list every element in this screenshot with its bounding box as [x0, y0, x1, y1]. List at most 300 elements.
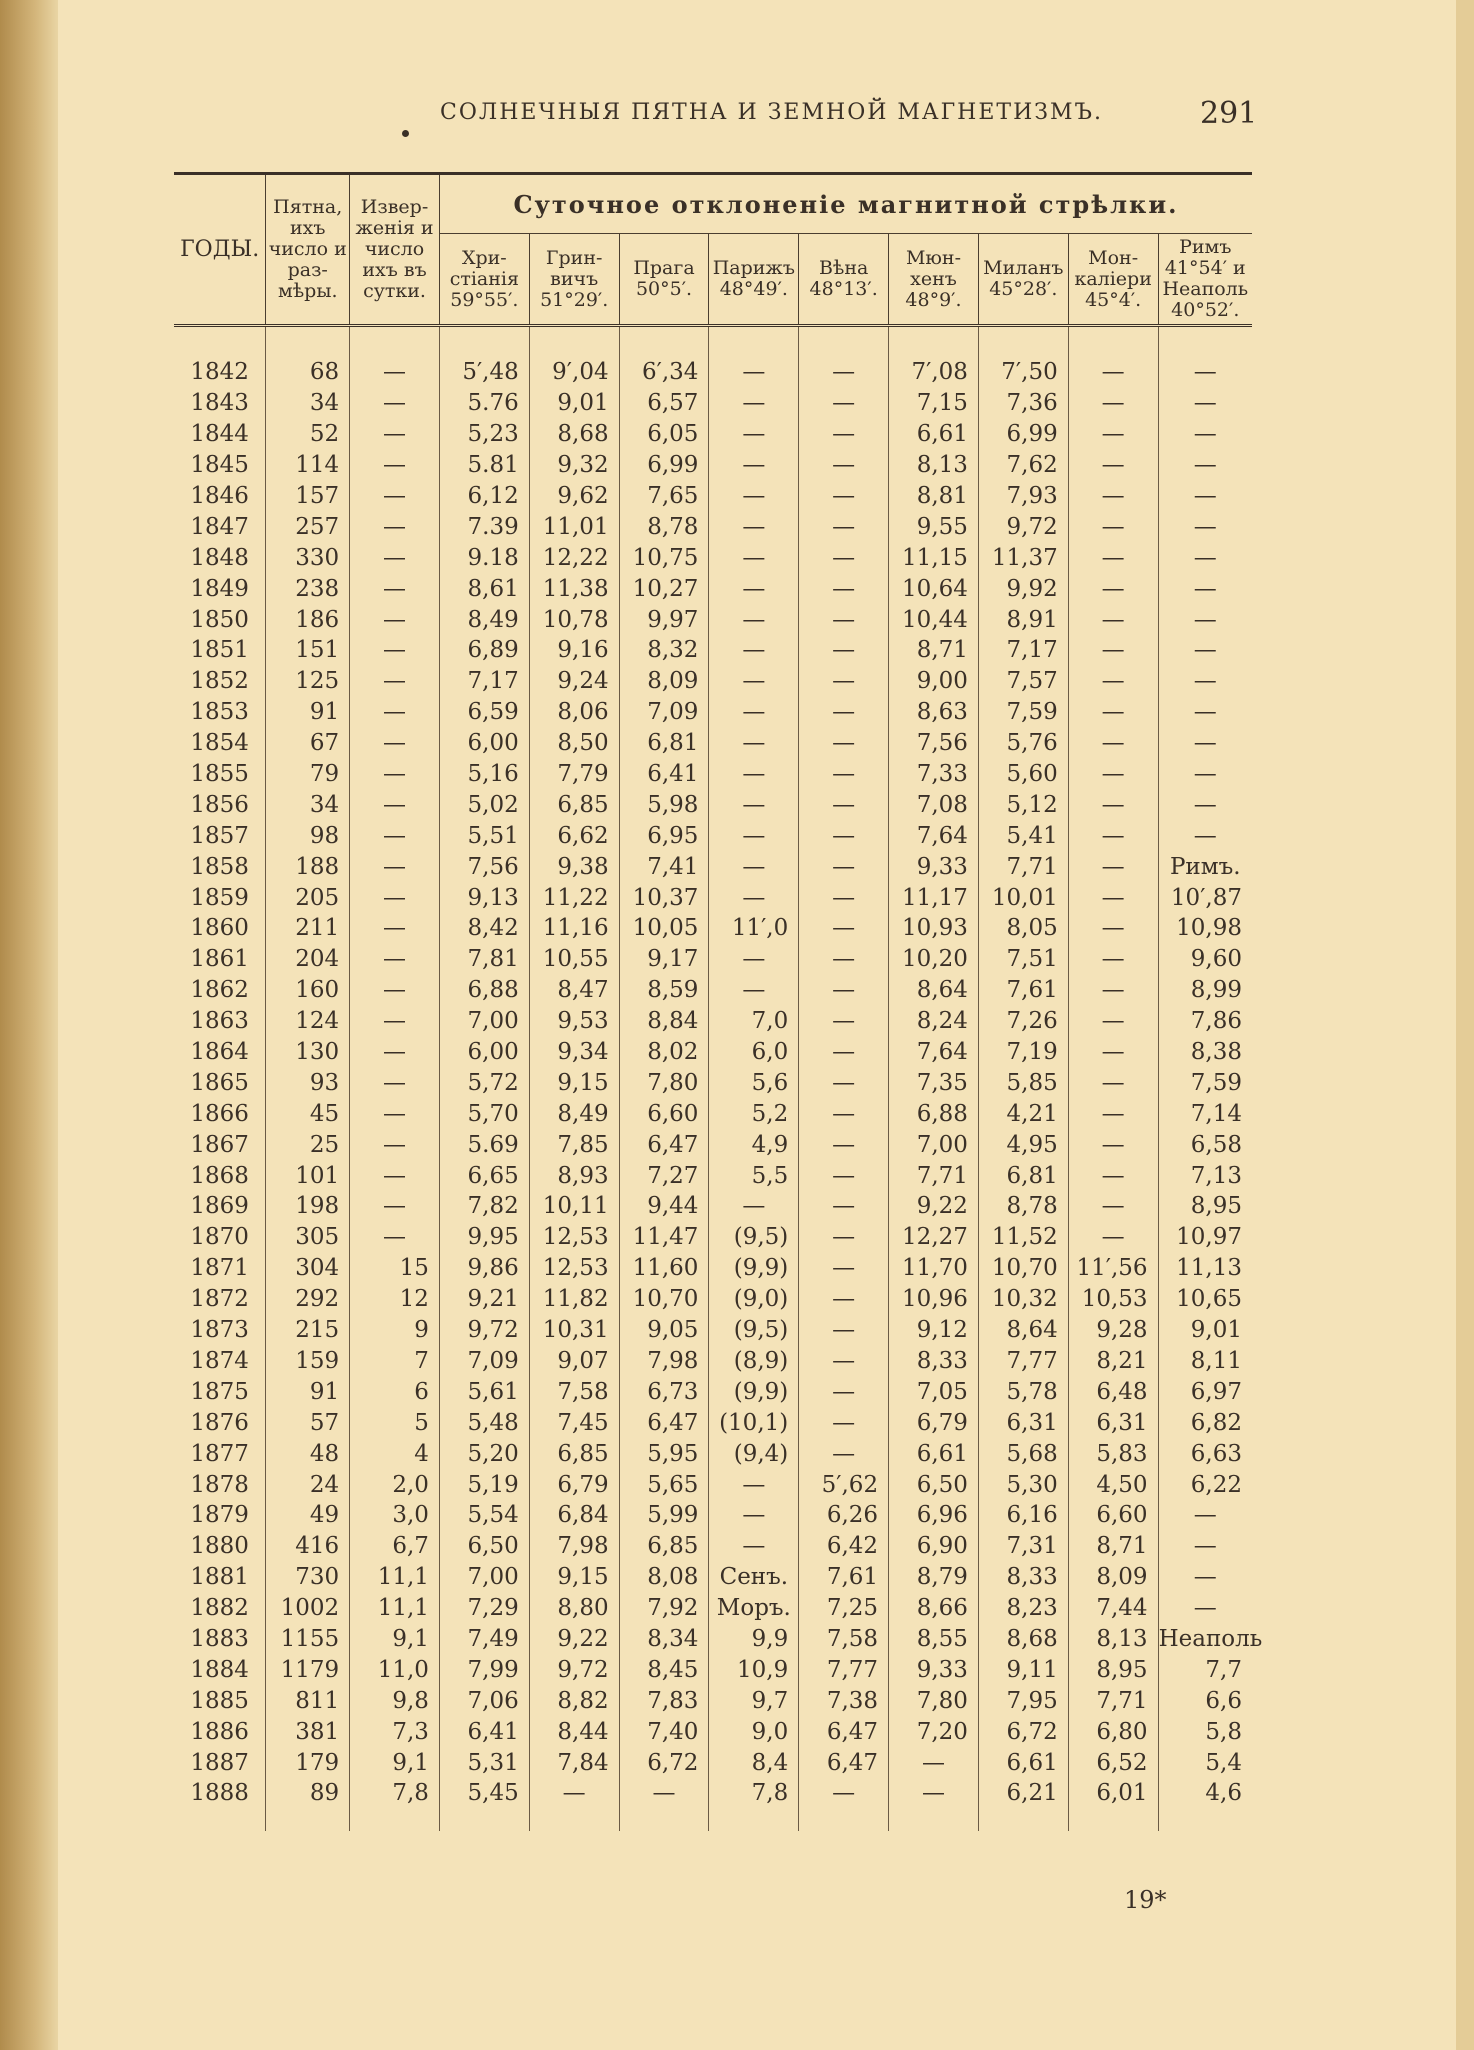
value-cell: 5,61: [439, 1376, 529, 1407]
value-cell: 7,14: [1190, 1100, 1242, 1127]
table-row: [174, 1006, 1252, 1037]
value-cell: —: [1068, 944, 1158, 975]
col-years-header: ГОДЫ.: [174, 174, 266, 326]
table-row: [174, 1098, 1252, 1129]
value-cell: —: [1193, 1595, 1217, 1622]
value-cell: —: [350, 635, 440, 666]
value-cell: —: [799, 481, 889, 512]
table-row: [174, 789, 1252, 820]
value-cell: 7,44: [1068, 1593, 1158, 1624]
value-cell: 9,72: [529, 1654, 619, 1685]
value-cell: —: [1193, 1533, 1217, 1560]
value-cell: —: [1068, 697, 1158, 728]
value-cell: —: [709, 573, 799, 604]
value-cell: —: [350, 1129, 440, 1160]
value-cell: —: [1068, 542, 1158, 573]
value-cell: —: [799, 851, 889, 882]
value-cell: —: [709, 697, 799, 728]
year-cell: 1843: [174, 388, 266, 419]
value-cell: 12,53: [529, 1253, 619, 1284]
value-cell: 6,00: [439, 728, 529, 759]
value-cell: 5,2: [709, 1098, 799, 1129]
value-cell: 6,63: [1190, 1440, 1242, 1467]
year-cell: 1881: [174, 1562, 266, 1593]
value-cell: 4: [350, 1438, 440, 1469]
year-cell: 1856: [174, 789, 266, 820]
value-cell: 49: [266, 1500, 350, 1531]
table-row: [174, 882, 1252, 913]
value-cell: 6,47: [799, 1716, 889, 1747]
value-cell: 8,64: [978, 1315, 1068, 1346]
value-cell: 7,17: [439, 666, 529, 697]
value-cell: 10,98: [1176, 915, 1242, 942]
value-cell: 7,49: [439, 1624, 529, 1655]
value-cell: 10,32: [978, 1284, 1068, 1315]
value-cell: 7,0: [709, 1006, 799, 1037]
value-cell: —: [350, 882, 440, 913]
value-cell: 8,68: [529, 419, 619, 450]
value-cell: 6,96: [889, 1500, 979, 1531]
value-cell: 4,21: [978, 1098, 1068, 1129]
value-cell: 8,99: [1190, 977, 1242, 1004]
col-eruptions-header: Извер-женія и число ихъ въ сутки.: [350, 174, 440, 326]
year-cell: 1870: [174, 1222, 266, 1253]
value-cell: 188: [266, 851, 350, 882]
value-cell: 10,65: [1176, 1286, 1242, 1313]
value-cell: 5,12: [978, 789, 1068, 820]
value-cell: 5,16: [439, 759, 529, 790]
value-cell: 6,47: [619, 1407, 709, 1438]
value-cell: 9,15: [529, 1562, 619, 1593]
value-cell: 7,64: [889, 820, 979, 851]
value-cell: 12: [350, 1284, 440, 1315]
value-cell: 10,55: [529, 944, 619, 975]
value-cell: —: [799, 697, 889, 728]
table-row: [174, 1129, 1252, 1160]
value-cell: 9,12: [889, 1315, 979, 1346]
year-cell: 1882: [174, 1593, 266, 1624]
page-right-edge: [1456, 0, 1474, 2050]
header-separator: [1158, 326, 1252, 358]
value-cell: —: [350, 1006, 440, 1037]
value-cell: 130: [266, 1037, 350, 1068]
value-cell: —: [799, 1191, 889, 1222]
group-header: Суточное отклоненіе магнитной стрѣлки.: [513, 189, 1179, 219]
table-bottom-spacer: [350, 1809, 440, 1831]
value-cell: 6,88: [889, 1098, 979, 1129]
value-cell: 10,70: [978, 1253, 1068, 1284]
value-cell: 11,13: [1176, 1255, 1242, 1282]
value-cell: —: [1193, 1564, 1217, 1591]
value-cell: 8,50: [529, 728, 619, 759]
table-bottom-spacer: [889, 1809, 979, 1831]
header-separator: [709, 326, 799, 358]
table-row: [174, 1562, 1252, 1593]
year-cell: 1857: [174, 820, 266, 851]
value-cell: 8,09: [619, 666, 709, 697]
value-cell: —: [709, 635, 799, 666]
value-cell: 24: [266, 1469, 350, 1500]
value-cell: 8,47: [529, 975, 619, 1006]
value-cell: 8,78: [619, 511, 709, 542]
value-cell: 11,22: [529, 882, 619, 913]
year-cell: 1858: [174, 851, 266, 882]
year-cell: 1853: [174, 697, 266, 728]
value-cell: 5,83: [1068, 1438, 1158, 1469]
value-cell: 9,11: [978, 1654, 1068, 1685]
value-cell: 7,84: [529, 1747, 619, 1778]
value-cell: 215: [266, 1315, 350, 1346]
value-cell: 11,52: [978, 1222, 1068, 1253]
table-bottom-spacer: [174, 1809, 266, 1831]
value-cell: —: [799, 789, 889, 820]
value-cell: 8,42: [439, 913, 529, 944]
value-cell: —: [709, 357, 799, 388]
value-cell: —: [1193, 699, 1217, 726]
station-header: Миланъ 45°28′.: [978, 234, 1068, 326]
value-cell: 7,00: [889, 1129, 979, 1160]
value-cell: 11,70: [889, 1253, 979, 1284]
value-cell: 11,82: [529, 1284, 619, 1315]
value-cell: 68: [266, 357, 350, 388]
value-cell: 10,70: [619, 1284, 709, 1315]
value-cell: 8,33: [889, 1346, 979, 1377]
value-cell: 11,60: [619, 1253, 709, 1284]
table-row: [174, 1346, 1252, 1377]
value-cell: —: [1068, 728, 1158, 759]
year-cell: 1888: [174, 1778, 266, 1809]
value-cell: 12,27: [889, 1222, 979, 1253]
value-cell: 8,81: [889, 481, 979, 512]
year-cell: 1850: [174, 604, 266, 635]
value-cell: 7′,50: [978, 357, 1068, 388]
value-cell: 7,93: [978, 481, 1068, 512]
value-cell: —: [1068, 450, 1158, 481]
year-cell: 1879: [174, 1500, 266, 1531]
value-cell: 6,89: [439, 635, 529, 666]
value-cell: 8,13: [1068, 1624, 1158, 1655]
value-cell: —: [1193, 421, 1217, 448]
value-cell: —: [709, 759, 799, 790]
value-cell: 8,13: [889, 450, 979, 481]
value-cell: —: [1068, 975, 1158, 1006]
value-cell: 6,52: [1068, 1747, 1158, 1778]
value-cell: 7,61: [978, 975, 1068, 1006]
value-cell: 7,8: [350, 1778, 440, 1809]
value-cell: 8,23: [978, 1593, 1068, 1624]
value-cell: 9,1: [350, 1747, 440, 1778]
table-bottom-spacer: [439, 1809, 529, 1831]
value-cell: 10,27: [619, 573, 709, 604]
value-cell: —: [350, 913, 440, 944]
value-cell: 7,71: [978, 851, 1068, 882]
value-cell: 5,51: [439, 820, 529, 851]
year-cell: 1854: [174, 728, 266, 759]
table-bottom-spacer: [1158, 1809, 1252, 1831]
value-cell: 5,68: [978, 1438, 1068, 1469]
value-cell: 101: [266, 1160, 350, 1191]
table-row: [174, 1593, 1252, 1624]
value-cell: 8,66: [889, 1593, 979, 1624]
value-cell: 6,79: [529, 1469, 619, 1500]
value-cell: 8,71: [889, 635, 979, 666]
year-cell: 1846: [174, 481, 266, 512]
page-number: 291: [1200, 96, 1258, 131]
year-cell: 1880: [174, 1531, 266, 1562]
value-cell: 811: [266, 1685, 350, 1716]
value-cell: 198: [266, 1191, 350, 1222]
value-cell: 7,71: [889, 1160, 979, 1191]
table-row: [174, 1624, 1252, 1655]
year-cell: 1874: [174, 1346, 266, 1377]
value-cell: —: [709, 1469, 799, 1500]
value-cell: 8,78: [978, 1191, 1068, 1222]
value-cell: 211: [266, 913, 350, 944]
year-cell: 1885: [174, 1685, 266, 1716]
value-cell: 5,72: [439, 1067, 529, 1098]
value-cell: —: [799, 975, 889, 1006]
value-cell: 6,26: [799, 1500, 889, 1531]
year-cell: 1871: [174, 1253, 266, 1284]
table-bottom-spacer: [1068, 1809, 1158, 1831]
value-cell: —: [799, 419, 889, 450]
value-cell: 7,31: [978, 1531, 1068, 1562]
value-cell: 9,16: [529, 635, 619, 666]
value-cell: —: [1193, 575, 1217, 602]
value-cell: 6,82: [1190, 1409, 1242, 1436]
value-cell: —: [350, 851, 440, 882]
table-row: [174, 419, 1252, 450]
value-cell: —: [350, 666, 440, 697]
value-cell: 10,20: [889, 944, 979, 975]
year-cell: 1886: [174, 1716, 266, 1747]
table-row: [174, 1716, 1252, 1747]
value-cell: 10,78: [529, 604, 619, 635]
value-cell: 6,97: [1190, 1378, 1242, 1405]
value-cell: —: [350, 975, 440, 1006]
value-cell: Моръ.: [709, 1593, 799, 1624]
value-cell: 6,81: [978, 1160, 1068, 1191]
value-cell: 9,86: [439, 1253, 529, 1284]
value-cell: 5,48: [439, 1407, 529, 1438]
year-cell: 1875: [174, 1376, 266, 1407]
year-cell: 1883: [174, 1624, 266, 1655]
value-cell: 7,59: [978, 697, 1068, 728]
value-cell: 6,58: [1190, 1131, 1242, 1158]
value-cell: 204: [266, 944, 350, 975]
value-cell: 6,57: [619, 388, 709, 419]
value-cell: 10,53: [1068, 1284, 1158, 1315]
table-bottom-spacer: [709, 1809, 799, 1831]
value-cell: —: [350, 511, 440, 542]
value-cell: 91: [266, 1376, 350, 1407]
value-cell: 8,59: [619, 975, 709, 1006]
value-cell: 11,47: [619, 1222, 709, 1253]
header-separator: [350, 326, 440, 358]
value-cell: 5,5: [709, 1160, 799, 1191]
value-cell: —: [709, 820, 799, 851]
value-cell: 6,61: [889, 1438, 979, 1469]
value-cell: 11,17: [889, 882, 979, 913]
value-cell: 6,73: [619, 1376, 709, 1407]
value-cell: —: [799, 1284, 889, 1315]
value-cell: 8,34: [619, 1624, 709, 1655]
value-cell: —: [799, 913, 889, 944]
station-header: Вѣна 48°13′.: [799, 234, 889, 326]
value-cell: 7,41: [619, 851, 709, 882]
value-cell: 91: [266, 697, 350, 728]
value-cell: 6′,34: [619, 357, 709, 388]
value-cell: Римъ.: [1169, 853, 1241, 880]
year-cell: 1847: [174, 511, 266, 542]
value-cell: 7,99: [439, 1654, 529, 1685]
value-cell: 8,79: [889, 1562, 979, 1593]
value-cell: 7,58: [799, 1624, 889, 1655]
value-cell: —: [1068, 1006, 1158, 1037]
value-cell: 7,15: [889, 388, 979, 419]
value-cell: 8,64: [889, 975, 979, 1006]
value-cell: 9,22: [889, 1191, 979, 1222]
value-cell: 8,55: [889, 1624, 979, 1655]
value-cell: —: [1068, 1222, 1158, 1253]
value-cell: 34: [266, 789, 350, 820]
magnetic-declination-table: [174, 172, 1263, 1831]
table-row: [174, 511, 1252, 542]
value-cell: 7,06: [439, 1685, 529, 1716]
table-row: [174, 1191, 1252, 1222]
value-cell: 52: [266, 419, 350, 450]
value-cell: 5,54: [439, 1500, 529, 1531]
value-cell: —: [799, 604, 889, 635]
value-cell: 48: [266, 1438, 350, 1469]
table-row: [174, 1315, 1252, 1346]
value-cell: 7,81: [439, 944, 529, 975]
table-row: [174, 944, 1252, 975]
value-cell: 9′,04: [529, 357, 619, 388]
value-cell: 93: [266, 1067, 350, 1098]
value-cell: 6,80: [1068, 1716, 1158, 1747]
value-cell: 6,12: [439, 481, 529, 512]
value-cell: —: [350, 1160, 440, 1191]
value-cell: —: [350, 697, 440, 728]
value-cell: 11,38: [529, 573, 619, 604]
value-cell: 8,63: [889, 697, 979, 728]
value-cell: 6,31: [978, 1407, 1068, 1438]
value-cell: —: [709, 481, 799, 512]
value-cell: 6,84: [529, 1500, 619, 1531]
value-cell: —: [1193, 359, 1217, 386]
table-row: [174, 728, 1252, 759]
table-row: [174, 1500, 1252, 1531]
value-cell: 8,06: [529, 697, 619, 728]
value-cell: 8,45: [619, 1654, 709, 1685]
value-cell: —: [799, 1129, 889, 1160]
value-cell: 6,22: [1190, 1471, 1242, 1498]
value-cell: 6,47: [799, 1747, 889, 1778]
value-cell: 160: [266, 975, 350, 1006]
value-cell: —: [1068, 882, 1158, 913]
value-cell: 11,1: [350, 1562, 440, 1593]
table-row: [174, 697, 1252, 728]
value-cell: 6,99: [619, 450, 709, 481]
value-cell: 5,02: [439, 789, 529, 820]
value-cell: —: [1068, 604, 1158, 635]
header-separator: [1068, 326, 1158, 358]
value-cell: 7,40: [619, 1716, 709, 1747]
value-cell: 9,07: [529, 1346, 619, 1377]
year-cell: 1845: [174, 450, 266, 481]
value-cell: 7,56: [439, 851, 529, 882]
value-cell: —: [350, 728, 440, 759]
value-cell: —: [709, 1500, 799, 1531]
table-bottom-spacer: [529, 1809, 619, 1831]
value-cell: 9,53: [529, 1006, 619, 1037]
value-cell: 6,50: [889, 1469, 979, 1500]
table-row: [174, 1654, 1252, 1685]
value-cell: 7,00: [439, 1006, 529, 1037]
value-cell: 5′,62: [799, 1469, 889, 1500]
header-separator: [174, 326, 266, 358]
value-cell: —: [709, 388, 799, 419]
value-cell: 6,61: [889, 419, 979, 450]
value-cell: 7,57: [978, 666, 1068, 697]
year-cell: 1866: [174, 1098, 266, 1129]
value-cell: 6,41: [619, 759, 709, 790]
value-cell: (9,9): [709, 1376, 799, 1407]
value-cell: 7,19: [978, 1037, 1068, 1068]
value-cell: —: [799, 728, 889, 759]
value-cell: 6,88: [439, 975, 529, 1006]
value-cell: 5,19: [439, 1469, 529, 1500]
value-cell: —: [709, 851, 799, 882]
value-cell: 7: [350, 1346, 440, 1377]
table-row: [174, 820, 1252, 851]
value-cell: 6,00: [439, 1037, 529, 1068]
value-cell: 8,08: [619, 1562, 709, 1593]
value-cell: —: [1068, 1160, 1158, 1191]
year-cell: 1864: [174, 1037, 266, 1068]
value-cell: 5.81: [439, 450, 529, 481]
value-cell: —: [1068, 789, 1158, 820]
value-cell: 257: [266, 511, 350, 542]
value-cell: —: [350, 388, 440, 419]
value-cell: 9,33: [889, 1654, 979, 1685]
value-cell: 6,65: [439, 1160, 529, 1191]
value-cell: —: [1193, 791, 1217, 818]
value-cell: 3,0: [350, 1500, 440, 1531]
value-cell: 10,75: [619, 542, 709, 573]
value-cell: —: [799, 1315, 889, 1346]
year-cell: 1851: [174, 635, 266, 666]
value-cell: —: [1068, 1037, 1158, 1068]
value-cell: 9,1: [350, 1624, 440, 1655]
value-cell: 125: [266, 666, 350, 697]
value-cell: 8,11: [1190, 1347, 1242, 1374]
value-cell: —: [799, 1346, 889, 1377]
value-cell: 8,32: [619, 635, 709, 666]
value-cell: 8,82: [529, 1685, 619, 1716]
year-cell: 1873: [174, 1315, 266, 1346]
value-cell: —: [799, 1778, 889, 1809]
value-cell: 7,38: [799, 1685, 889, 1716]
value-cell: 79: [266, 759, 350, 790]
value-cell: 57: [266, 1407, 350, 1438]
value-cell: 7,98: [619, 1346, 709, 1377]
value-cell: 10,05: [619, 913, 709, 944]
value-cell: 9,95: [439, 1222, 529, 1253]
value-cell: 9,32: [529, 450, 619, 481]
table-row: [174, 450, 1252, 481]
